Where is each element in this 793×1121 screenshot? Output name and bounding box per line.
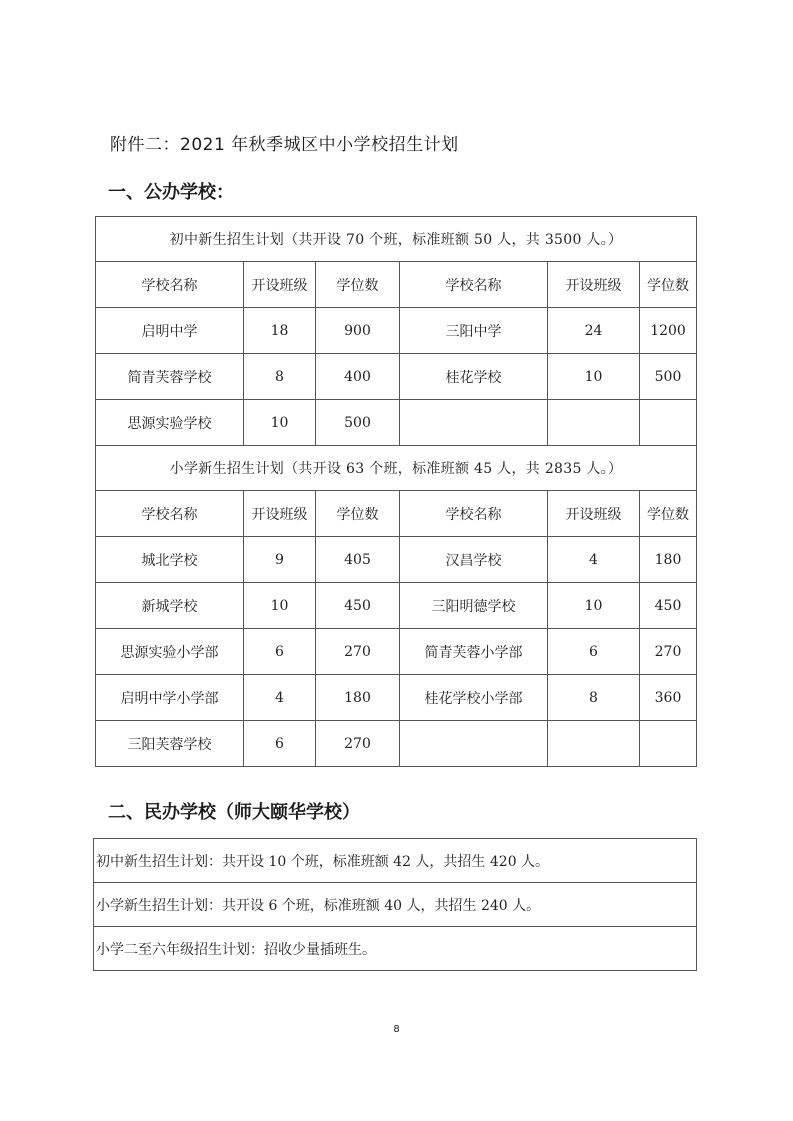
table-header-row	[96, 262, 697, 308]
header-school-name: 学校名称	[96, 491, 244, 537]
table-row	[94, 839, 697, 883]
private-plan-line: 小学新生招生计划：共开设 6 个班，标准班额 40 人，共招生 240 人。	[94, 883, 697, 927]
seats-cell: 270	[316, 629, 400, 675]
school-name-cell	[400, 721, 548, 767]
school-name-cell: 新城学校	[96, 583, 244, 629]
seats-cell: 1200	[640, 308, 697, 354]
classes-cell	[548, 400, 640, 446]
table-row	[96, 217, 697, 262]
school-name-cell: 简青芙蓉小学部	[400, 629, 548, 675]
classes-cell: 9	[244, 537, 316, 583]
private-plan-line: 初中新生招生计划：共开设 10 个班，标准班额 42 人，共招生 420 人。	[94, 839, 697, 883]
private-plan-line: 小学二至六年级招生计划：招收少量插班生。	[94, 927, 697, 971]
table-row	[94, 883, 697, 927]
header-classes: 开设班级	[244, 491, 316, 537]
classes-cell: 18	[244, 308, 316, 354]
header-seats: 学位数	[316, 491, 400, 537]
table-row	[96, 354, 697, 400]
school-name-cell: 城北学校	[96, 537, 244, 583]
classes-cell: 6	[548, 629, 640, 675]
header-seats: 学位数	[640, 491, 697, 537]
table-row	[94, 927, 697, 971]
classes-cell: 10	[244, 400, 316, 446]
table-row	[96, 675, 697, 721]
school-name-cell: 三阳芙蓉学校	[96, 721, 244, 767]
seats-cell: 270	[640, 629, 697, 675]
document-title: 附件二：2021 年秋季城区中小学校招生计划	[110, 135, 459, 155]
classes-cell	[548, 721, 640, 767]
school-name-cell: 桂花学校	[400, 354, 548, 400]
table-row	[96, 400, 697, 446]
header-school-name: 学校名称	[400, 262, 548, 308]
classes-cell: 6	[244, 629, 316, 675]
middle-school-summary: 初中新生招生计划（共开设 70 个班，标准班额 50 人，共 3500 人。）	[96, 217, 697, 262]
public-schools-table	[95, 216, 697, 767]
table-row	[96, 308, 697, 354]
table-row	[96, 583, 697, 629]
seats-cell: 360	[640, 675, 697, 721]
seats-cell: 400	[316, 354, 400, 400]
school-name-cell: 三阳明德学校	[400, 583, 548, 629]
header-classes: 开设班级	[548, 262, 640, 308]
header-school-name: 学校名称	[400, 491, 548, 537]
header-classes: 开设班级	[548, 491, 640, 537]
seats-cell: 450	[316, 583, 400, 629]
private-school-table	[93, 838, 697, 971]
table-row	[96, 537, 697, 583]
header-school-name: 学校名称	[96, 262, 244, 308]
school-name-cell: 启明中学小学部	[96, 675, 244, 721]
seats-cell: 405	[316, 537, 400, 583]
seats-cell: 180	[640, 537, 697, 583]
header-seats: 学位数	[316, 262, 400, 308]
classes-cell: 6	[244, 721, 316, 767]
classes-cell: 10	[244, 583, 316, 629]
school-name-cell: 思源实验学校	[96, 400, 244, 446]
seats-cell: 500	[640, 354, 697, 400]
seats-cell	[640, 721, 697, 767]
table-row	[96, 446, 697, 491]
seats-cell: 270	[316, 721, 400, 767]
school-name-cell: 三阳中学	[400, 308, 548, 354]
seats-cell: 450	[640, 583, 697, 629]
classes-cell: 4	[548, 537, 640, 583]
classes-cell: 8	[244, 354, 316, 400]
classes-cell: 8	[548, 675, 640, 721]
seats-cell	[640, 400, 697, 446]
section-heading-private: 二、民办学校（师大颐华学校）	[108, 802, 360, 823]
header-seats: 学位数	[640, 262, 697, 308]
seats-cell: 180	[316, 675, 400, 721]
school-name-cell: 简青芙蓉学校	[96, 354, 244, 400]
classes-cell: 10	[548, 354, 640, 400]
school-name-cell	[400, 400, 548, 446]
classes-cell: 4	[244, 675, 316, 721]
section-heading-public: 一、公办学校：	[108, 182, 234, 203]
classes-cell: 10	[548, 583, 640, 629]
primary-school-summary: 小学新生招生计划（共开设 63 个班，标准班额 45 人，共 2835 人。）	[96, 446, 697, 491]
table-row	[96, 629, 697, 675]
school-name-cell: 启明中学	[96, 308, 244, 354]
seats-cell: 900	[316, 308, 400, 354]
table-row	[96, 721, 697, 767]
table-header-row	[96, 491, 697, 537]
seats-cell: 500	[316, 400, 400, 446]
page-number: 8	[393, 1024, 400, 1035]
header-classes: 开设班级	[244, 262, 316, 308]
classes-cell: 24	[548, 308, 640, 354]
school-name-cell: 汉昌学校	[400, 537, 548, 583]
school-name-cell: 思源实验小学部	[96, 629, 244, 675]
school-name-cell: 桂花学校小学部	[400, 675, 548, 721]
